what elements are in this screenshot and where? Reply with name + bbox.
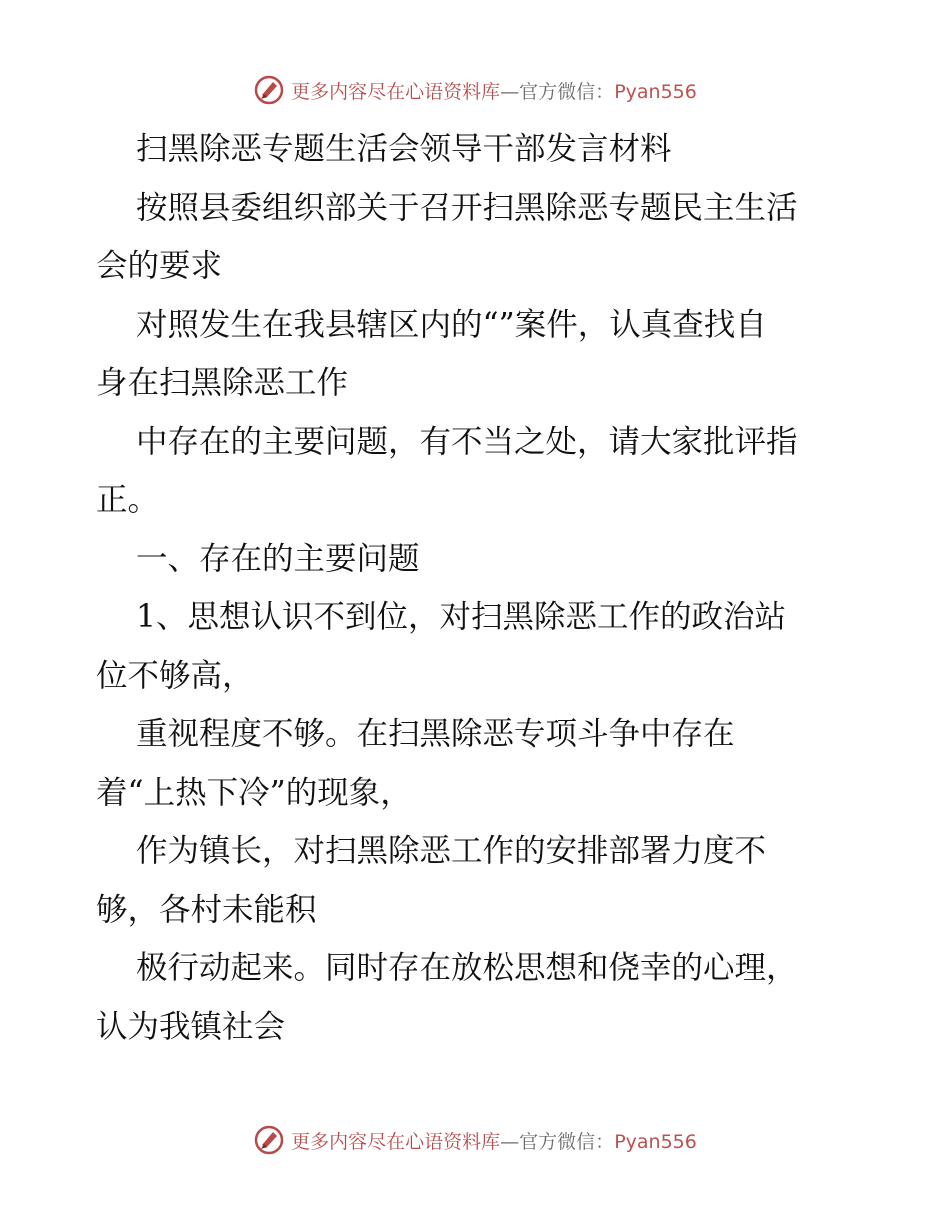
footer-watermark (0, 1120, 950, 1160)
text-line: 位不够高， (96, 657, 254, 694)
watermark-brand: 更多内容尽在心语资料库 (291, 80, 501, 103)
watermark-separator: — (500, 1130, 520, 1153)
text-line: 认为我镇社会 (96, 1008, 286, 1045)
text-line: 极行动起来。同时存在放松思想和侥幸的心理， (136, 950, 798, 986)
text-line: 对照发生在我县辖区内的“”案件，认真查找自 (136, 306, 767, 343)
watermark-wechat-label: 官方微信： (519, 1130, 615, 1153)
watermark-wechat-id: Pyan556 (614, 80, 697, 103)
text-line: 扫黑除恶专题生活会领导干部发言材料 (136, 131, 672, 167)
text-line: 身在扫黑除恶工作 (96, 365, 349, 401)
watermark-text (291, 1127, 697, 1154)
brand-logo-icon (253, 74, 285, 106)
text-line: 1、思想认识不到位，对扫黑除恶工作的政治站 (136, 599, 787, 635)
text-line: 重视程度不够。在扫黑除恶专项斗争中存在 (136, 716, 735, 752)
text-line: 会的要求 (96, 248, 223, 284)
text-line: 够，各村未能积 (96, 891, 317, 928)
text-line: 一、存在的主要问题 (136, 540, 420, 577)
watermark-text (291, 77, 697, 104)
text-line: 正。 (96, 482, 160, 518)
text-line: 按照县委组织部关于召开扫黑除恶专题民主生活 (136, 189, 798, 226)
brand-logo-icon (253, 1124, 285, 1156)
watermark-wechat-id: Pyan556 (614, 1130, 697, 1153)
text-line: 作为镇长，对扫黑除恶工作的安排部署力度不 (136, 833, 767, 869)
document-body (96, 120, 856, 1056)
watermark-wechat-label: 官方微信： (519, 80, 615, 103)
watermark-brand: 更多内容尽在心语资料库 (291, 1130, 501, 1153)
text-line: 着“上热下冷”的现象， (96, 774, 412, 811)
header-watermark (0, 70, 950, 110)
text-line: 中存在的主要问题，有不当之处，请大家批评指 (136, 423, 798, 460)
watermark-separator: — (500, 80, 520, 103)
